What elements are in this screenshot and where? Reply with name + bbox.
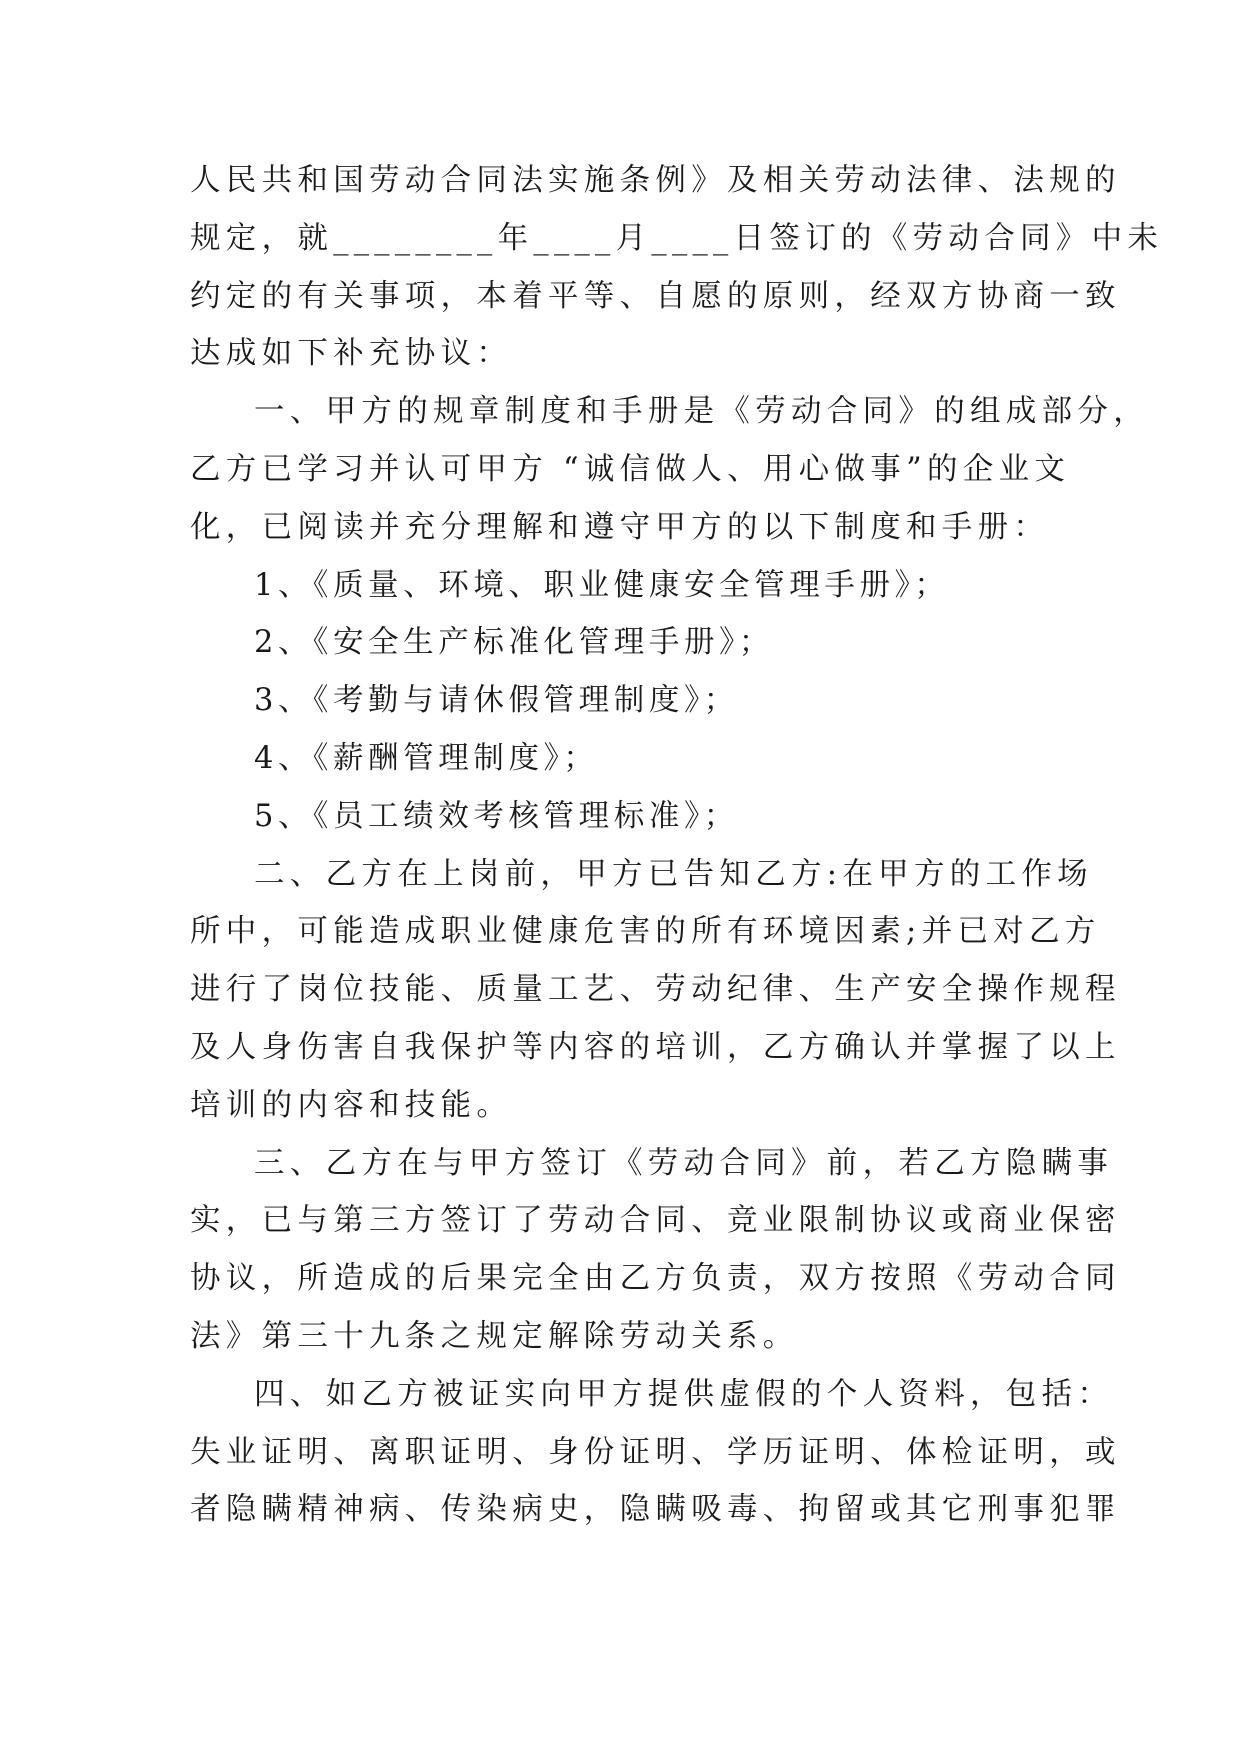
text-line: 者隐瞒精神病、传染病史，隐瞒吸毒、拘留或其它刑事犯罪 bbox=[190, 1492, 1121, 1528]
text-line: 所中，可能造成职业健康危害的所有环境因素;并已对乙方 bbox=[190, 914, 1101, 950]
clause-3-first-line: 三、乙方在与甲方签订《劳动合同》前，若乙方隐瞒事 bbox=[254, 1145, 1114, 1181]
text-line: 培训的内容和技能。 bbox=[190, 1087, 513, 1123]
list-item: 3、《考勤与请休假管理制度》； bbox=[254, 683, 739, 719]
list-item: 4、《薪酬管理制度》； bbox=[254, 740, 599, 776]
document-body bbox=[190, 152, 1164, 1539]
list-item: 5、《员工绩效考核管理标准》； bbox=[254, 798, 739, 834]
text-line: 进行了岗位技能、质量工艺、劳动纪律、生产安全操作规程 bbox=[190, 972, 1121, 1008]
text-line: 及人身伤害自我保护等内容的培训，乙方确认并掌握了以上 bbox=[190, 1029, 1121, 1065]
list-item: 2、《安全生产标准化管理手册》； bbox=[254, 625, 775, 661]
clause-2-first-line: 二、乙方在上岗前，甲方已告知乙方:在甲方的工作场 bbox=[254, 856, 1093, 892]
list-item: 1、《质量、环境、职业健康安全管理手册》； bbox=[254, 567, 950, 603]
text-line: 协议，所造成的后果完全由乙方负责，双方按照《劳动合同 bbox=[190, 1261, 1121, 1297]
text-line: 规定，就________年____月____日签订的《劳动合同》中未 bbox=[190, 220, 1164, 256]
text-line: 化，已阅读并充分理解和遵守甲方的以下制度和手册： bbox=[190, 509, 1050, 545]
text-line: 达成如下补充协议： bbox=[190, 336, 513, 372]
text-line: 人民共和国劳动合同法实施条例》及相关劳动法律、法规的 bbox=[190, 163, 1121, 198]
text-line: 失业证明、离职证明、身份证明、学历证明、体检证明，或 bbox=[190, 1434, 1121, 1470]
text-line: 法》第三十九条之规定解除劳动关系。 bbox=[190, 1318, 799, 1354]
clause-4-first-line: 四、如乙方被证实向甲方提供虚假的个人资料，包括： bbox=[254, 1376, 1114, 1412]
text-line: 实，已与第三方签订了劳动合同、竞业限制协议或商业保密 bbox=[190, 1203, 1121, 1239]
text-line: 乙方已学习并认可甲方 “诚信做人、用心做事”的企业文 bbox=[190, 451, 1071, 487]
text-line: 约定的有关事项，本着平等、自愿的原则，经双方协商一致 bbox=[190, 278, 1121, 314]
clause-1-first-line: 一、甲方的规章制度和手册是《劳动合同》的组成部分， bbox=[254, 394, 1149, 430]
